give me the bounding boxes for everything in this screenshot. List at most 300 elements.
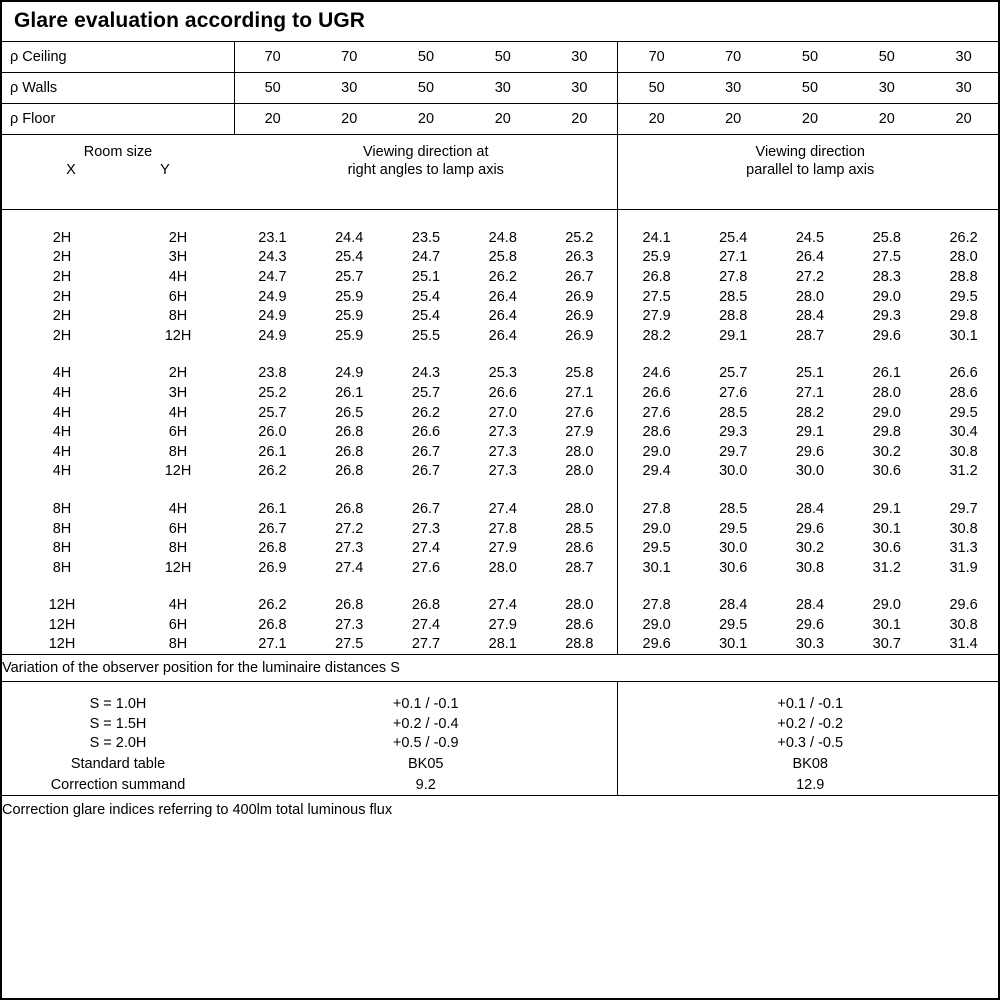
variation-parallel: +0.3 / -0.5 [777,735,844,752]
reflectance-cell: 50 [772,42,849,73]
row-label: ρ Ceiling [2,42,122,73]
ugr-value: 27.8 [719,268,748,285]
ugr-value: 25.1 [795,365,825,382]
ugr-value: 24.6 [642,365,671,382]
ugr-value: 30.2 [872,443,901,460]
spacer-row [2,682,1000,695]
ugr-value: 26.9 [541,326,618,346]
spacer-cell [311,682,388,695]
room-size-header [2,135,234,210]
ugr-value: 27.2 [795,268,825,285]
table-row [2,442,1000,462]
standard-table-label: Standard table [70,755,166,772]
variation-perpendicular: +0.2 / -0.4 [234,714,618,734]
ugr-value: 29.6 [795,520,825,537]
row-label-spacer [122,104,234,135]
footer-note-row [2,796,1000,825]
ugr-value: 26.6 [411,424,441,441]
ugr-value: 30.8 [949,443,978,460]
spacer-cell [618,210,695,229]
ugr-value: 30.2 [795,540,825,557]
spacer-cell [695,346,772,364]
ugr-value: 28.6 [541,538,618,558]
standard-table-perpendicular: BK05 [234,753,618,774]
table-row [2,326,1000,346]
spacer-cell [388,346,465,364]
ugr-value: 27.9 [541,422,618,442]
reflectance-cell: 50 [848,42,925,73]
table-row [2,635,1000,655]
spacer-cell [848,578,925,596]
ugr-value: 27.4 [488,500,517,517]
row-y: 8H [122,635,234,655]
ugr-value: 27.4 [411,540,441,557]
ugr-value: 26.8 [335,443,364,460]
ugr-value: 24.9 [258,327,287,344]
row-y: 8H [168,540,188,557]
ugr-value: 25.7 [258,404,287,421]
reflectance-row-floor [2,104,1000,135]
column-header-row [2,135,1000,210]
ugr-value: 26.3 [541,248,618,268]
ugr-value: 26.1 [258,443,287,460]
ugr-value: 28.0 [872,384,901,401]
ugr-value: 28.7 [541,558,618,578]
viewing-parallel-line1: Viewing direction [755,144,865,160]
viewing-direction-parallel-header [618,135,1000,210]
ugr-value: 28.5 [719,288,748,305]
spacer-cell [388,210,465,229]
ugr-value: 25.8 [872,229,901,246]
row-x: 8H [52,520,72,537]
ugr-value: 26.8 [411,597,441,614]
ugr-table [2,42,1000,824]
spacer-cell [541,346,618,364]
ugr-value: 26.8 [335,424,364,441]
reflectance-row-walls [2,73,1000,104]
ugr-value: 29.5 [719,520,748,537]
ugr-value: 24.3 [411,365,441,382]
ugr-value: 31.9 [949,559,978,576]
ugr-value: 25.4 [335,249,364,266]
row-x: 4H [52,424,72,441]
spacer-cell [848,481,925,499]
reflectance-cell: 30 [311,73,388,104]
ugr-value: 30.3 [772,635,849,655]
reflectance-cell: 20 [695,104,772,135]
viewing-perpendicular-line2: right angles to lamp axis [347,162,504,179]
reflectance-cell: 20 [388,104,465,135]
ugr-value: 29.1 [872,500,901,517]
ugr-value: 26.9 [541,306,618,326]
ugr-value: 28.5 [541,519,618,539]
ugr-value: 26.2 [258,597,287,614]
row-x: 2H [52,288,72,305]
ugr-value: 26.8 [335,597,364,614]
ugr-value: 28.0 [541,442,618,462]
spacer-row [2,578,1000,596]
table-row [2,538,1000,558]
variation-note: Variation of the observer position for the luminaire distances S [2,655,1000,682]
spacer-cell [618,578,695,596]
ugr-value: 26.1 [872,365,901,382]
spacer-cell [122,210,234,229]
ugr-value: 30.8 [795,559,825,576]
table-row [2,558,1000,578]
ugr-value: 29.5 [949,404,978,421]
table-row [2,615,1000,635]
ugr-value: 28.4 [795,308,825,325]
ugr-value: 26.8 [258,540,287,557]
ugr-value: 28.8 [949,268,978,285]
row-y: 4H [168,500,188,517]
table-row [2,596,1000,616]
ugr-value: 26.0 [258,424,287,441]
reflectance-cell: 20 [311,104,388,135]
ugr-value: 28.6 [642,424,671,441]
ugr-value: 27.1 [541,383,618,403]
ugr-value: 29.0 [872,597,901,614]
ugr-value: 28.4 [795,597,825,614]
spacer-cell [2,481,122,499]
ugr-value: 30.6 [719,559,748,576]
ugr-value: 26.8 [335,463,364,480]
viewing-direction-perpendicular-header [234,135,618,210]
ugr-value: 24.9 [335,365,364,382]
standard-table-row [2,753,1000,774]
ugr-value: 25.7 [335,268,364,285]
ugr-value: 26.7 [411,463,441,480]
row-x: 12H [48,597,76,614]
spacer-cell [464,682,541,695]
ugr-value: 29.6 [795,443,825,460]
spacer-cell [541,682,618,695]
ugr-value: 29.7 [949,500,978,517]
table-row [2,364,1000,384]
reflectance-cell: 30 [848,73,925,104]
table-row [2,403,1000,423]
ugr-value: 30.0 [795,463,825,480]
spacer-cell [234,682,311,695]
ugr-value: 29.6 [872,327,901,344]
ugr-value: 25.7 [719,365,748,382]
ugr-value: 25.1 [411,268,441,285]
ugr-value: 27.4 [488,597,517,614]
ugr-value: 27.6 [411,559,441,576]
table-row [2,306,1000,326]
ugr-value: 27.7 [388,635,465,655]
ugr-value: 24.4 [335,229,364,246]
ugr-value: 23.5 [411,229,441,246]
row-label: ρ Walls [2,73,122,104]
spacer-cell [848,346,925,364]
ugr-value: 30.6 [872,463,901,480]
ugr-value: 27.0 [488,404,517,421]
ugr-value: 24.1 [642,229,671,246]
variation-parallel: +0.1 / -0.1 [777,696,844,713]
ugr-value: 26.7 [258,520,287,537]
ugr-value: 24.5 [795,229,825,246]
ugr-value: 25.4 [411,288,441,305]
spacer-cell [388,682,465,695]
ugr-value: 24.9 [258,308,287,325]
ugr-value: 27.6 [541,403,618,423]
ugr-value: 25.2 [258,384,287,401]
ugr-value: 29.0 [642,520,671,537]
ugr-value: 27.5 [311,635,388,655]
ugr-value: 26.7 [411,500,441,517]
correction-summand-parallel: 12.9 [618,774,1000,796]
ugr-value: 28.8 [541,635,618,655]
spacer-cell [695,578,772,596]
variation-perpendicular: +0.5 / -0.9 [234,733,618,753]
reflectance-cell: 20 [772,104,849,135]
spacer-cell [925,210,1000,229]
ugr-value: 27.6 [642,404,671,421]
ugr-value: 24.7 [411,249,441,266]
ugr-value: 29.0 [642,443,671,460]
viewing-perpendicular-line1: Viewing direction at [363,144,489,160]
spacer-cell [2,210,122,229]
row-x: 8H [52,540,72,557]
table-row [2,267,1000,287]
row-label-spacer [122,42,234,73]
table-row [2,228,1000,248]
ugr-value: 27.3 [488,463,517,480]
reflectance-cell: 30 [925,42,1000,73]
ugr-value: 27.3 [411,520,441,537]
spacer-cell [618,481,695,499]
ugr-value: 27.1 [234,635,311,655]
spacer-cell [234,210,311,229]
row-y: 8H [168,443,188,460]
ugr-value: 26.9 [541,287,618,307]
variation-label: S = 1.0H [89,696,147,713]
ugr-value: 27.8 [642,500,671,517]
variation-row [2,714,1000,734]
spacer-row [2,210,1000,229]
reflectance-cell: 70 [234,42,311,73]
viewing-parallel-line2: parallel to lamp axis [746,162,875,179]
ugr-value: 30.1 [695,635,772,655]
ugr-value: 26.9 [258,559,287,576]
ugr-value: 28.7 [795,327,825,344]
ugr-value: 25.9 [335,327,364,344]
reflectance-cell: 30 [925,73,1000,104]
spacer-cell [234,481,311,499]
room-size-label: Room size [83,144,153,160]
ugr-value: 26.2 [411,404,441,421]
spacer-cell [618,682,695,695]
row-x: 8H [52,500,72,517]
row-x: 4H [52,463,72,480]
spacer-cell [848,210,925,229]
reflectance-cell: 70 [618,42,695,73]
ugr-value: 30.6 [872,540,901,557]
ugr-value: 30.1 [872,520,901,537]
variation-perpendicular: +0.1 / -0.1 [234,694,618,714]
spacer-cell [2,346,122,364]
ugr-value: 29.5 [719,616,748,633]
ugr-value: 27.4 [411,616,441,633]
row-x: 2H [52,249,72,266]
ugr-value: 27.9 [488,540,517,557]
ugr-value: 26.7 [411,443,441,460]
spacer-cell [234,346,311,364]
ugr-value: 26.7 [541,267,618,287]
ugr-value: 26.6 [949,365,978,382]
table-row [2,287,1000,307]
spacer-cell [772,481,849,499]
spacer-cell [772,346,849,364]
row-label-spacer [122,73,234,104]
ugr-value: 29.8 [872,424,901,441]
ugr-value: 29.1 [719,327,748,344]
spacer-cell [2,682,122,695]
spacer-cell [618,346,695,364]
room-size-y-label: Y [160,162,170,179]
row-y: 12H [164,559,192,576]
ugr-value: 24.8 [488,229,517,246]
spacer-cell [122,682,234,695]
ugr-value: 28.0 [541,499,618,519]
ugr-value: 29.1 [795,424,825,441]
ugr-value: 28.4 [719,597,748,614]
spacer-cell [311,481,388,499]
title-bar [2,2,998,42]
ugr-value: 30.8 [949,520,978,537]
ugr-value: 26.8 [335,500,364,517]
spacer-cell [695,682,772,695]
spacer-cell [695,210,772,229]
row-x: 8H [52,559,72,576]
reflectance-cell: 50 [618,73,695,104]
correction-summand-label: Correction summand [2,774,234,796]
ugr-value: 26.5 [335,404,364,421]
ugr-value: 28.5 [719,404,748,421]
reflectance-cell: 30 [541,73,618,104]
ugr-value: 25.3 [488,365,517,382]
row-x: 2H [52,308,72,325]
table-row [2,383,1000,403]
ugr-value: 30.7 [848,635,925,655]
row-x: 2H [52,229,72,246]
ugr-value: 27.5 [872,249,901,266]
ugr-value: 25.9 [335,288,364,305]
ugr-value: 31.4 [925,635,1000,655]
row-y: 3H [168,249,188,266]
ugr-value: 25.9 [642,249,671,266]
ugr-value: 27.9 [488,616,517,633]
ugr-value: 25.7 [411,384,441,401]
variation-note-row [2,655,1000,682]
ugr-value: 26.2 [488,268,517,285]
reflectance-cell: 50 [772,73,849,104]
ugr-value: 31.2 [872,559,901,576]
ugr-value: 25.4 [719,229,748,246]
ugr-value: 31.3 [949,540,978,557]
ugr-value: 27.3 [335,540,364,557]
reflectance-cell: 30 [464,73,541,104]
ugr-value: 26.2 [258,463,287,480]
ugr-value: 26.6 [488,384,517,401]
ugr-value: 27.6 [719,384,748,401]
ugr-value: 30.0 [719,540,748,557]
ugr-value: 29.4 [642,463,671,480]
spacer-cell [464,481,541,499]
table-row [2,499,1000,519]
row-y: 2H [168,229,188,246]
row-x: 4H [52,384,72,401]
ugr-value: 24.3 [258,249,287,266]
ugr-value: 28.0 [541,462,618,482]
reflectance-cell: 70 [695,42,772,73]
row-x: 4H [52,404,72,421]
variation-row [2,733,1000,753]
ugr-value: 27.3 [335,616,364,633]
ugr-value: 30.0 [719,463,748,480]
ugr-value: 29.3 [719,424,748,441]
spacer-cell [464,210,541,229]
spacer-cell [772,210,849,229]
reflectance-cell: 20 [464,104,541,135]
row-y: 4H [168,597,188,614]
row-x: 4H [52,443,72,460]
spacer-cell [388,578,465,596]
spacer-cell [772,682,849,695]
spacer-cell [311,346,388,364]
ugr-value: 29.6 [618,635,695,655]
ugr-value: 29.0 [642,616,671,633]
spacer-cell [541,481,618,499]
ugr-value: 26.4 [488,327,517,344]
correction-summand-row [2,774,1000,796]
ugr-value: 29.0 [872,288,901,305]
spacer-cell [925,578,1000,596]
ugr-value: 28.0 [949,249,978,266]
ugr-value: 26.8 [258,616,287,633]
reflectance-cell: 20 [925,104,1000,135]
ugr-value: 25.4 [411,308,441,325]
reflectance-cell: 50 [234,73,311,104]
reflectance-cell: 30 [695,73,772,104]
ugr-value: 26.4 [488,308,517,325]
row-y: 8H [168,308,188,325]
ugr-value: 29.6 [795,616,825,633]
spacer-cell [311,578,388,596]
table-row [2,462,1000,482]
ugr-value: 29.0 [872,404,901,421]
row-y: 4H [168,268,188,285]
spacer-cell [925,481,1000,499]
spacer-cell [848,682,925,695]
row-y: 12H [164,327,192,344]
ugr-value: 28.0 [795,288,825,305]
spacer-cell [388,481,465,499]
spacer-cell [122,346,234,364]
table-row [2,422,1000,442]
ugr-value: 28.5 [719,500,748,517]
reflectance-cell: 20 [848,104,925,135]
ugr-value: 24.9 [258,288,287,305]
ugr-value: 30.1 [872,616,901,633]
standard-table-parallel: BK08 [792,755,828,772]
ugr-value: 26.6 [642,384,671,401]
row-label: ρ Floor [2,104,122,135]
ugr-value: 26.1 [258,500,287,517]
spacer-cell [122,481,234,499]
row-y: 6H [168,424,188,441]
